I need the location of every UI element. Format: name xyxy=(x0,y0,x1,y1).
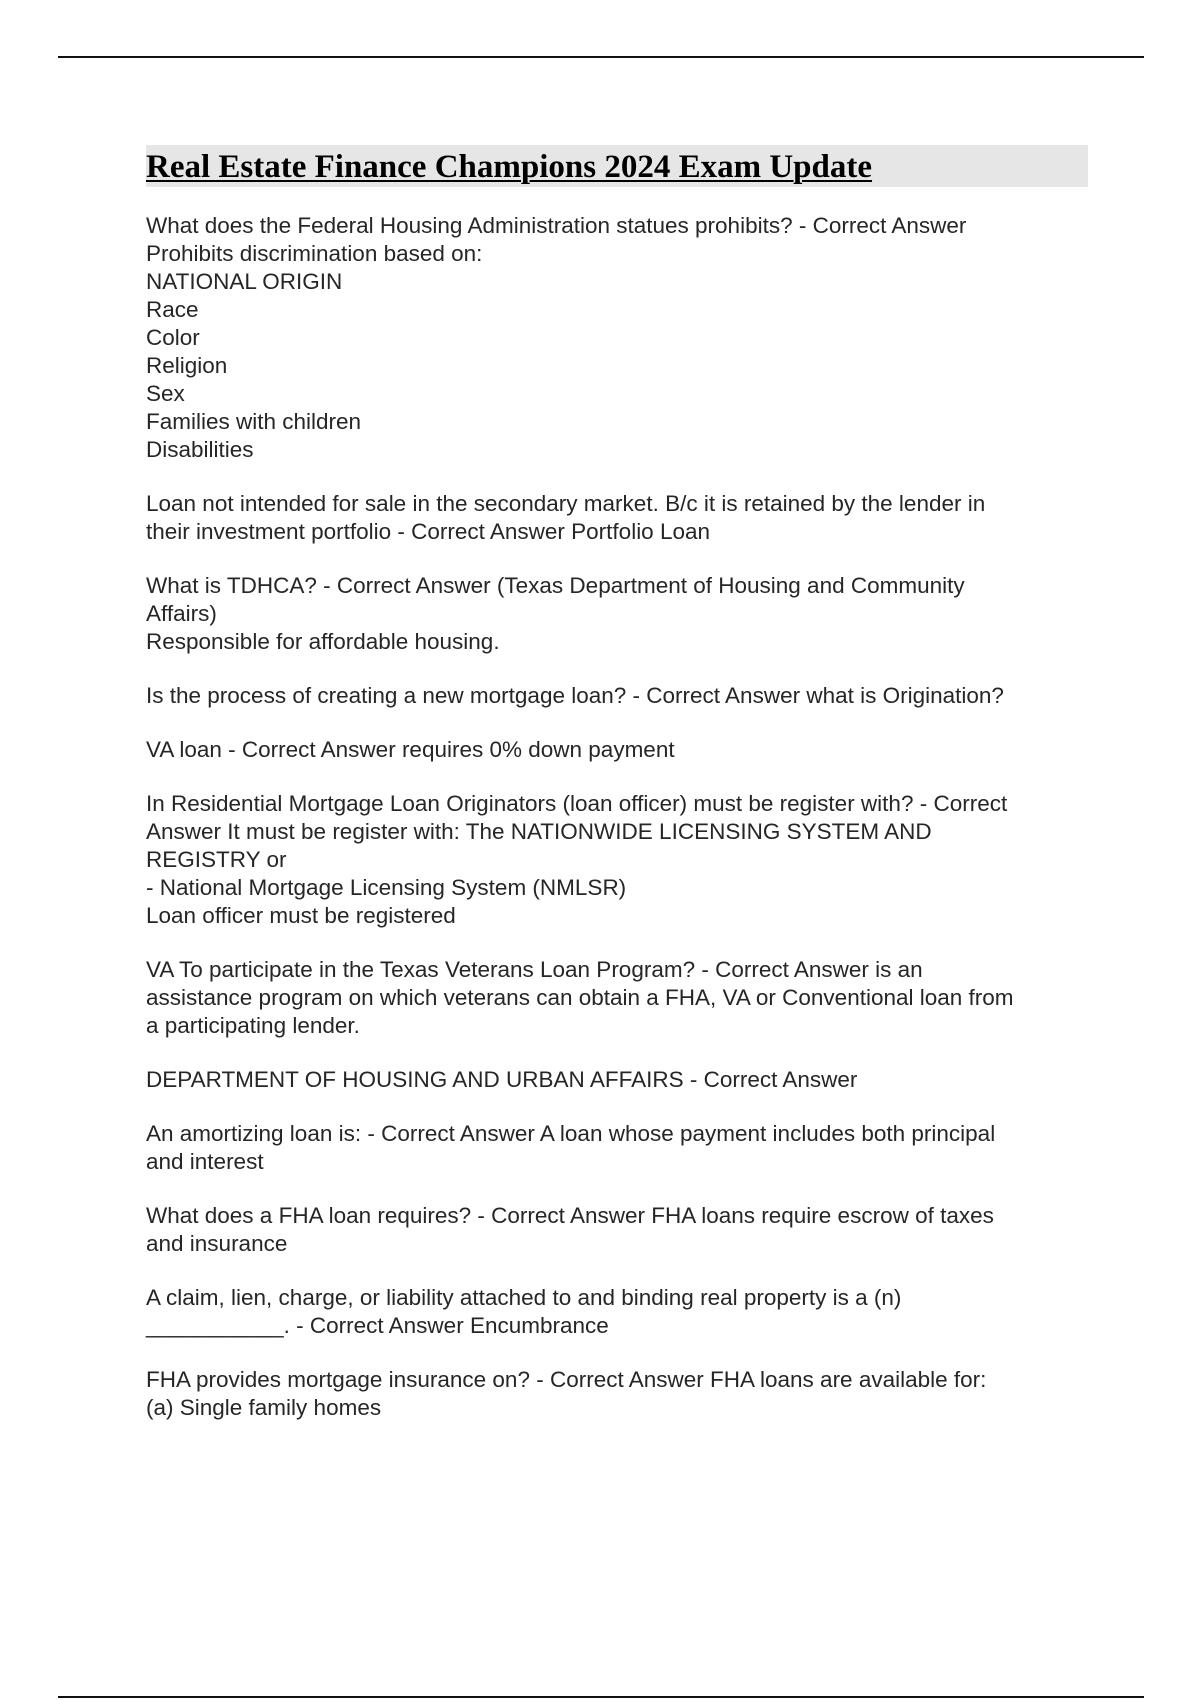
top-rule xyxy=(58,56,1144,58)
qa-item: An amortizing loan is: - Correct Answer A loan whose payment includes both principal and interest xyxy=(146,1121,996,1174)
title-bar xyxy=(146,145,1088,187)
qa-item: What does the Federal Housing Administration statues prohibits? - Correct Answer Prohibits discrimination based on: NATIONAL ORIGIN Race Color Religion Sex Families with children Disabilities xyxy=(146,213,967,462)
qa-item: Is the process of creating a new mortgage loan? - Correct Answer what is Origination? xyxy=(146,683,1004,708)
qa-item: What does a FHA loan requires? - Correct Answer FHA loans require escrow of taxes and insurance xyxy=(146,1203,994,1256)
page-content xyxy=(146,145,1088,1448)
qa-item: In Residential Mortgage Loan Originators (loan officer) must be register with? - Correct Answer It must be register with: The NATIONWIDE LICENSING SYSTEM AND REGISTRY or - National Mortgage Licensing System (NMLSR) Loan officer must be registered xyxy=(146,791,1008,928)
qa-item: VA loan - Correct Answer requires 0% down payment xyxy=(146,737,675,762)
qa-list xyxy=(146,212,1088,1422)
qa-item: DEPARTMENT OF HOUSING AND URBAN AFFAIRS - Correct Answer xyxy=(146,1067,858,1092)
document-title: Real Estate Finance Champions 2024 Exam Update xyxy=(146,149,873,185)
qa-item: A claim, lien, charge, or liability attached to and binding real property is a (n) ___________. - Correct Answer Encumbrance xyxy=(146,1285,902,1338)
qa-item: FHA provides mortgage insurance on? - Correct Answer FHA loans are available for: (a) Single family homes xyxy=(146,1367,987,1420)
qa-item: What is TDHCA? - Correct Answer (Texas Department of Housing and Community Affairs) Responsible for affordable housing. xyxy=(146,573,965,654)
qa-item: Loan not intended for sale in the secondary market. B/c it is retained by the lender in their investment portfolio - Correct Answer Portfolio Loan xyxy=(146,491,986,544)
qa-item: VA To participate in the Texas Veterans Loan Program? - Correct Answer is an assistance program on which veterans can obtain a FHA, VA or Conventional loan from a participating lender. xyxy=(146,957,1014,1038)
bottom-rule xyxy=(58,1696,1144,1698)
